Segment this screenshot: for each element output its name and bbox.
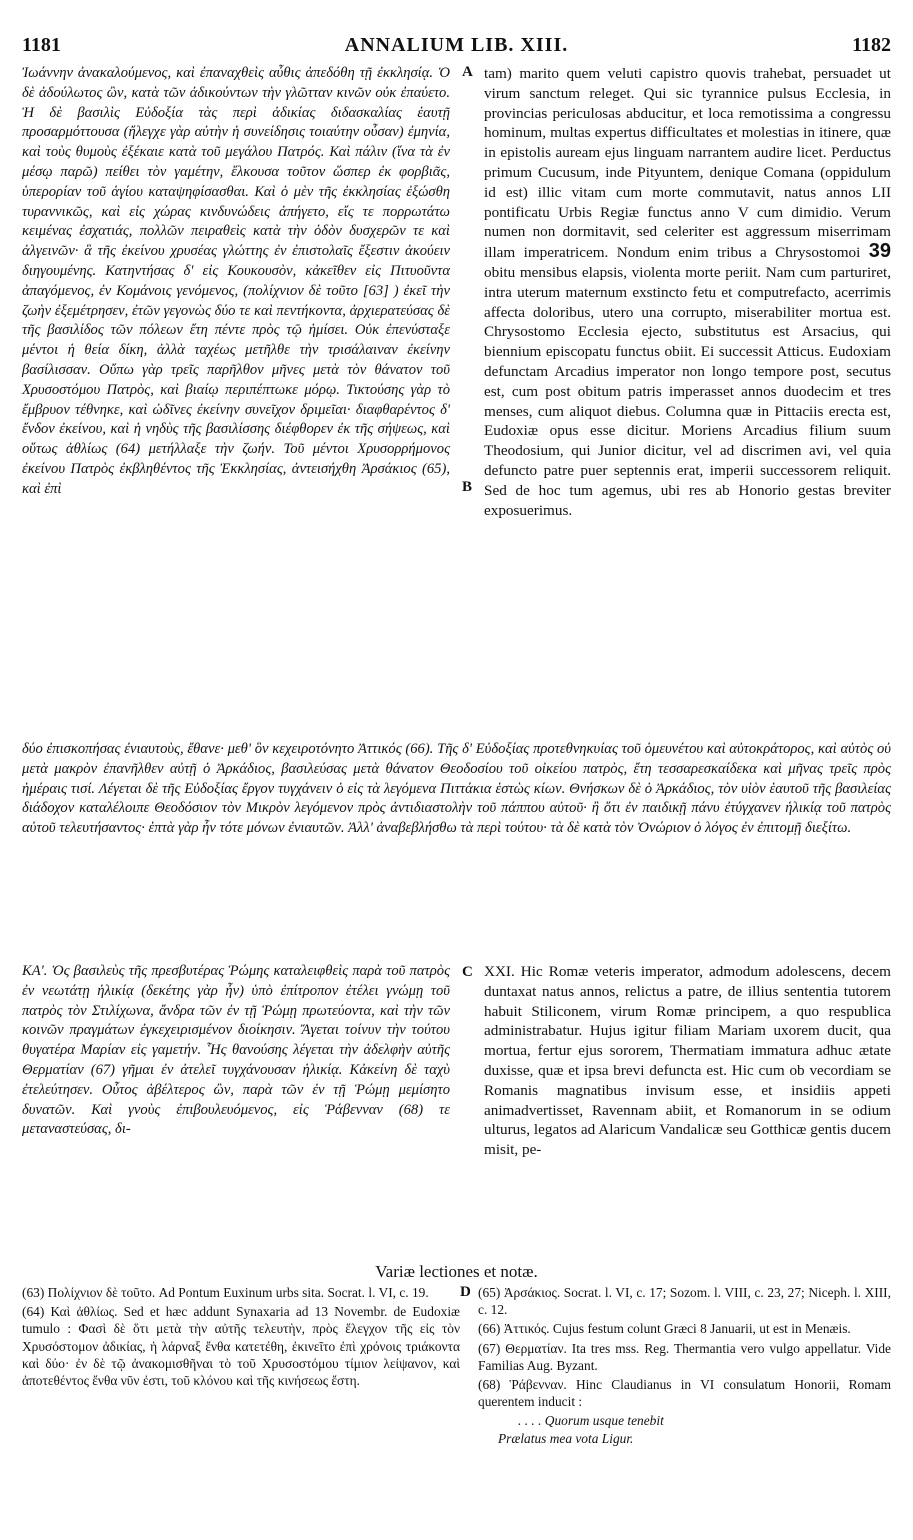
notes-section (22, 1260, 891, 1447)
quote-line-1: . . . . Quorum usque tenebit (518, 1413, 664, 1429)
latin-column-2: XXI. Hic Romæ veteris imperator, admodum adolescens, decem duntaxat natus annos, relictus a patre, de illius sententia tutorem habuit Stiliconem, virum Romæ principem, a quo respublica administrabatur. Hujus igitur filiam Mariam uxorem ducit, qua mortua, fertur ejus sororem, Thermatiam immatura adhuc ætate duxisse, quæ et ipsa brevi defuncta est. Hic cum ob vecordiam se Romanis magnatibus invisum esse, et insidiis appeti animadvertisset, Ravennam abiit, et Romanorum in se odium ulturus, legatos ad Alaricum Vandalicæ seu Gotthicæ gentis ducem misit, pe- (484, 963, 891, 1159)
note-63: (63) Πολίχνιον δὲ τοῦτο. Ad Pontum Euxinum urbs sita. Socrat. l. VI, c. 19. (22, 1285, 429, 1300)
notes-right-column (478, 1284, 891, 1447)
margin-letter-a: A (462, 64, 473, 80)
margin-letter-c: C (462, 964, 473, 980)
quote-line-2: Prælatus mea vota Ligur. (498, 1430, 634, 1446)
section-1 (22, 64, 891, 784)
page-header (22, 34, 891, 60)
note-66: (66) Ἀττικός. Cujus festum colunt Græci 8 Januarii, ut est in Menæis. (478, 1321, 851, 1337)
note-67: (67) Θερματίαν. Ita tres mss. Reg. Thermantia vero vulgo appellatur. Vide Familias Aug. Byzant. (478, 1340, 891, 1373)
latin-text-part-2: obitu mensibus elapsis, violenta morte periit. Nam cum parturiret, intra uterum maternum exstincto fetu et computrefacto, acerrimis affecta doloribus, utero una corrupto, miserabiliter mortua est. Chrysostomo Ecclesia ejecto, substitutus est Arsacius, qui biennium episcopatu functus obiit. Ei successit Atticus. Eudoxiam defunctam Arcadius imperator non longo tempore post, secutus est, cum post obitum patris imperasset annos duodecim et tres menses, cum aliquot diebus. Columna quæ in Pittaciis erecta est, Eudoxiæ opus esse dicitur. Moriens Arcadius filium suum Theodosium, qui Junior dicitur, vel ad discrimen avi, vel quia defuncto patre puer septennis erat, imperii successorem reliquit. Sed de hoc tum agemus, ubi res ab Honorio gestas breviter exposuerimus. (484, 263, 891, 519)
margin-column-2 (460, 962, 478, 1252)
latin-column-1 (478, 64, 891, 784)
running-title: ANNALIUM LIB. XIII. (344, 34, 569, 56)
margin-letter-b: B (462, 479, 473, 495)
note-65: (65) Ἀρσάκιος. Socrat. l. VI, c. 17; Sozom. l. VIII, c. 23, 27; Niceph. l. XIII, c. 12. (478, 1285, 891, 1318)
latin-text-part-1: tam) marito quem veluti capistro quovis trahebat, persuadet ut virum sanctum releget. Qui sic tyrannice pulsus Ecclesia, in provincias periculosas abducitur, et loca remotissima a congressu hominum, multas expertus difficultates et molestias in itinere, quæ in epistolis auream ejus linguam narrantem audire licet. Perductus primum Cucusum, inde Pityuntem, denique Comana (oppidulum id est) illic vitam cum morte commutavit, natus annos LII pontificatu Urbis Regiæ functus anno V cum dimidio. Verum numen non dormitavit, sed celeriter est aggressum miserrimam illam imperatricem. Nondum enim tribus a Chrysostomoi (484, 65, 891, 262)
notes-title: Variæ lectiones et notæ. (375, 1262, 538, 1281)
margin-letter-d: D (460, 1284, 471, 1300)
notes-left-column (22, 1284, 460, 1447)
note-68: (68) Ῥάβενναν. Hinc Claudianus in VI consulatum Honorii, Romam querentem inducit : (478, 1377, 891, 1410)
bold-number: 39 (868, 240, 892, 263)
page-number-left: 1181 (22, 34, 61, 56)
margin-column-1 (460, 64, 478, 784)
section-2 (22, 962, 891, 1252)
greek-column-1: Ἰωάννην ἀνακαλούμενος, καὶ ἐπαναχθεὶς αὖθις ἀπεδόθη τῇ ἐκκλησίᾳ. Ὁ δὲ ἀδούλωτος ὢν, κατὰ τῶν ἀδικούντων τὴν γλῶτταν κινῶν οὐκ ἐπαύετο. Ἡ δὲ βασιλὶς Εὐδοξία τὰς περὶ ἀδικίας διδασκαλίας ἑαυτῇ προσαρμόττουσα (ἤλεγχε γὰρ αὐτὴν ἡ συνείδησις τοιαύτην οὖσαν) ἐμηνία, καὶ τοὺς θυμοὺς ἐξέκαιε κατὰ τοῦ μεγάλου Πατρός. Καὶ πάλιν (ἵνα τὰ ἐν μέσῳ παρῶ) πείθει τὸν γαμέτην, ἕλκουσα τοῦτον ὥσπερ ἐκ φορβιᾶς, ὑπερορίαν τοῦ ἁγίου καταψηφίσασθαι. Καὶ ὁ μὲν τῆς ἐκκλησίας ἐξώσθη τυραννικῶς, καὶ εἰς χώρας κινδυνώδεις ἀπήγετο, εἴς τε πορρωτάτω κειμένας ἐσχατιάς, πολλῶν πειραθεὶς κατὰ τὴν ὁδὸν δυσχερῶν τε καὶ ἀλγεινῶν· ἃ τῆς ἐκείνου χρυσέας γλώττης ἐν ἐπιστολαῖς ἔξεστιν ἀκούειν διηγουμένης. Κατηντήσας δ' εἰς Κουκουσὸν, κἀκεῖθεν εἰς Πιτυοῦντα ἀπαγόμενος, ἐν Κομάνοις γενόμενος, (πολίχνιον δὲ τοῦτο [63] ) ἐκεῖ τὴν ζωὴν ἐξεμέτρησεν, ἐτῶν γεγονὼς δύο τε καὶ πεντήκοντα, ἀρχιερατεύσας δὲ τῆς βασιλίδος τῶν πόλεων ἔτη πέντε πρὸς τῷ ἡμίσει. Οὐκ ἐπενύσταξε μέντοι ἡ θεία δίκη, ἀλλὰ ταχέως μετῆλθε τὴν τρισάλαιναν ἐκείνην βασίλισσαν. Οὔπω γὰρ τρεῖς παρῆλθον μῆνες μετὰ τὸν θάνατον τοῦ Χρυσοστόμου Πατρὸς, καὶ βιαίῳ περιπέπτωκε μόρῳ. Τικτούσης γὰρ τὸ ἔμβρυον τέθνηκε, καὶ ὠδῖνες ἐκείνην συνεῖχον δριμεῖαι· διαφθαρέντος δ' ἔνδον ἐκείνου, καὶ ἡ νηδὺς τῆς βασιλίσσης διέφθορεν ἐκ τῆς σήψεως, καὶ οὕτως ἀθλίως (64) μετήλλαξε τὴν ζωήν. Τοῦ μέντοι Χρυσορρήμονος ἐκείνου Πατρὸς ἐκβληθέντος τῆς Ἐκκλησίας, ἀντεισήχθη Ἀρσάκιος (65), καὶ ἐπὶ (22, 65, 450, 497)
page-number-right: 1182 (852, 34, 891, 56)
note-64: (64) Καὶ ἀθλίως. Sed et hæc addunt Synaxaria ad 13 Novembr. de Eudoxiæ tumulo : Φασὶ δὲ ὅτι μετὰ τὴν αὐτῆς τελευτὴν, πρὸς ἔλεγχον τῆς εἰς τὸν Χρυσόστομον ἀδικίας, ἡ λάρναξ ἔνθα κατετέθη, ἐκινεῖτο ἐπὶ χρόνοις τριάκοντα καὶ δύο· ἐν δὲ τῷ ἀνακομισθῆναι τὸ τοῦ Χρυσοστόμου τίμιον λείψανον, καὶ ἀποτεθέντος ἔνθα νῦν ἐστι, τοῦ κλόνου καὶ τῆς κινήσεως ἔστη. (22, 1304, 460, 1389)
greek-column-2: ΚΑ'. Ὁς βασιλεὺς τῆς πρεσβυτέρας Ῥώμης καταλειφθεὶς παρὰ τοῦ πατρὸς ἐν νεωτάτῃ ἡλικίᾳ (δεκέτης γὰρ ἦν) ὑπὸ ἐπίτροπον ἐτέλει γνώμῃ τοῦ πατρὸς τὸν Στιλίχωνα, ἄνδρα τῶν ἐν τῇ Ῥώμῃ πρωτεύοντα, καὶ τὴν τῶν κοινῶν πραγμάτων ἐγκεχειρισμένον διοίκησιν. Ἄγεται τοίνυν τὴν τούτου θυγατέρα Μαρίαν εἰς γαμετήν. Ἧς θανούσης λέγεται τὴν ἀδελφὴν αὐτῆς Θερματίαν (67) γῆμαι ἐν ἀτελεῖ τυγχάνουσαν ἡλικίᾳ. Κἀκείνη δὲ ταχὺ ἐτελεύτησεν. Οὗτος ἀβέλτερος ὢν, παρὰ τῶν ἐν τῇ Ῥώμῃ μεμίσητο δυνατῶν. Καὶ γνοὺς ἐπιβουλευόμενος, εἰς Ῥάβενναν (68) τε μεταναστεύσας, δι- (22, 963, 450, 1138)
full-width-greek-text: δύο ἐπισκοπήσας ἐνιαυτοὺς, ἔθανε· μεθ' ὃν κεχειροτόνητο Ἀττικός (66). Τῆς δ' Εὐδοξίας προτεθνηκυίας τοῦ ὁμευνέτου καὶ αὐτοκράτορος, καὶ αὐτὸς οὐ μετὰ μακρὸν ἐπανῆλθεν αὐτῇ ὁ Ἀρκάδιος, βασιλεύσας μετὰ θάνατον Θεοδοσίου τοῦ οἰκείου πατρὸς, ἔτη τεσσαρεσκαίδεκα καὶ μῆνας τρεῖς πρὸς ἡμέραις τισί. Λέγεται δὲ τῆς Εὐδοξίας ἔργον τυγχάνειν ὁ εἰς τὰ λεγόμενα Πιττάκια ἑστὼς κίων. Θνήσκων δὲ ὁ Ἀρκάδιος, τὸν υἱὸν ἑαυτοῦ τῆς βασιλείας διάδοχον καταλέλοιπε Θεοδόσιον τὸν Μικρὸν λεγόμενον πρὸς ἀντιδιαστολὴν τοῦ πάππου αὐτοῦ· ἢ ὅτι ἐν παιδικῇ πάνυ ἐτύγχανεν ἡλικίᾳ τοῦ πατρὸς αὐτοῦ τελευτήσαντος· ἑπτὰ γὰρ ἦν τότε μόνων ἐνιαυτῶν. Ἀλλ' ἀναβεβλήσθω τὰ περὶ τούτου· τὰ δὲ κατὰ τὸν Ὀνώριον ὁ λόγος ἐν ἐπιτομῇ διεξίτω. (22, 741, 891, 837)
full-width-greek-block (22, 740, 891, 839)
